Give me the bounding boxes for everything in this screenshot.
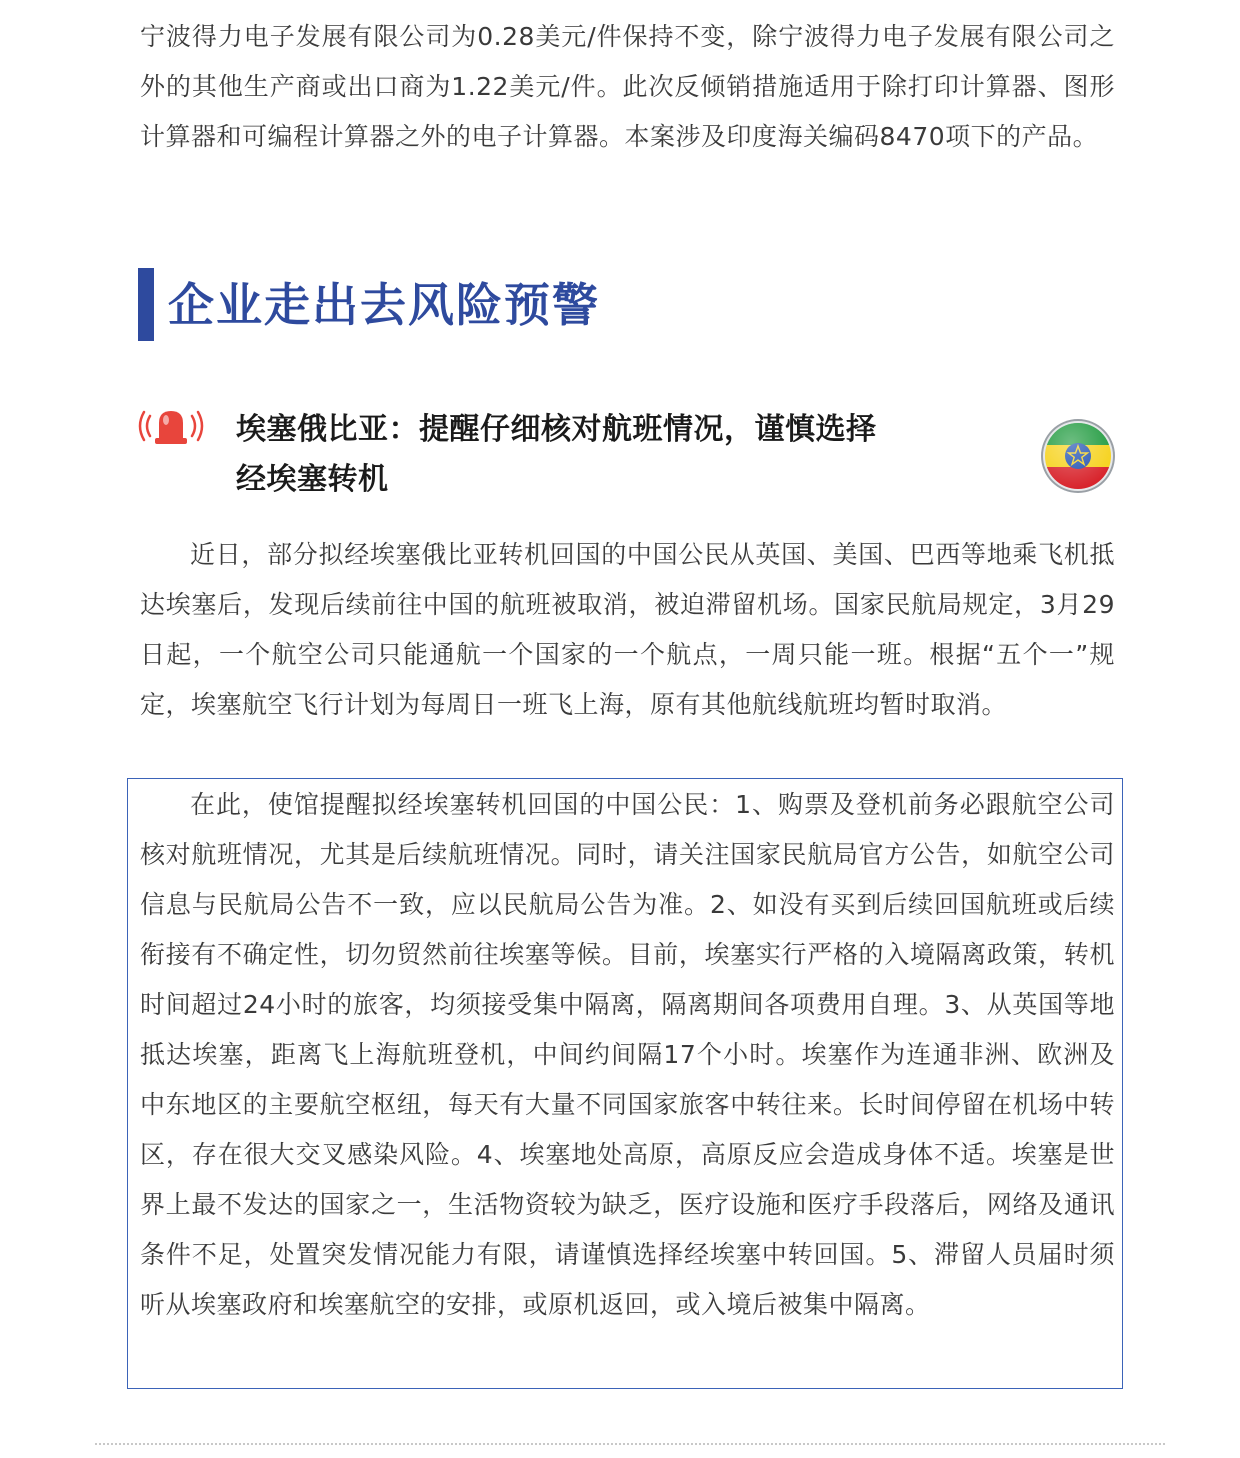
intro-paragraph: 宁波得力电子发展有限公司为0.28美元/件保持不变，除宁波得力电子发展有限公司之外的其他生产商或出口商为1.22美元/件。此次反倾销措施适用于除打印计算器、图形计算器和可编程计算器之外的电子计算器。本案涉及印度海关编码8470项下的产品。: [140, 22, 1115, 151]
alarm-bell-icon: [138, 406, 204, 448]
embassy-notice-paragraph: 在此，使馆提醒拟经埃塞转机回国的中国公民：1、购票及登机前务必跟航空公司核对航班情况，尤其是后续航班情况。同时，请关注国家民航局官方公告，如航空公司信息与民航局公告不一致，应以民航局公告为准。2、如没有买到后续回国航班或后续衔接有不确定性，切勿贸然前往埃塞等候。目前，埃塞实行严格的入境隔离政策，转机时间超过24小时的旅客，均须接受集中隔离，隔离期间各项费用自理。3、从英国等地抵达埃塞，距离飞上海航班登机，中间约间隔17个小时。埃塞作为连通非洲、欧洲及中东地区的主要航空枢纽，每天有大量不同国家旅客中转往来。长时间停留在机场中转区，存在很大交叉感染风险。4、埃塞地处高原，高原反应会造成身体不适。埃塞是世界上最不发达的国家之一，生活物资较为缺乏，医疗设施和医疗手段落后，网络及通讯条件不足，处置突发情况能力有限，请谨慎选择经埃塞中转回国。5、滞留人员届时须听从埃塞政府和埃塞航空的安排，或原机返回，或入境后被集中隔离。: [140, 790, 1115, 1319]
article-title-line2: 经埃塞转机: [236, 462, 389, 497]
section-title: 企业走出去风险预警: [168, 278, 600, 332]
section-accent-bar: [138, 268, 154, 341]
dotted-divider: [95, 1443, 1165, 1445]
news-paragraph: 近日，部分拟经埃塞俄比亚转机回国的中国公民从英国、美国、巴西等地乘飞机抵达埃塞后，发现后续前往中国的航班被取消，被迫滞留机场。国家民航局规定，3月29日起，一个航空公司只能通航一个国家的一个航点，一周只能一班。根据“五个一”规定，埃塞航空飞行计划为每周日一班飞上海，原有其他航线航班均暂时取消。: [140, 540, 1115, 719]
ethiopia-flag-icon: [1040, 418, 1116, 494]
article-title: [236, 405, 936, 505]
article-title-line1: 埃塞俄比亚：提醒仔细核对航班情况，谨慎选择: [236, 412, 877, 447]
